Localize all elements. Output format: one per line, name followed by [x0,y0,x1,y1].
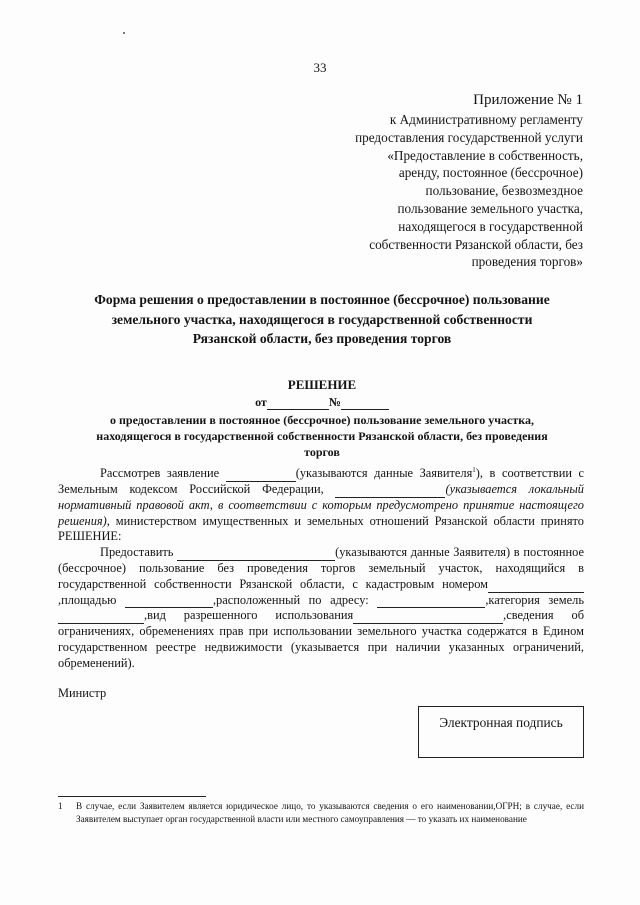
text-run: (указываются данные Заявителя) в постоянное (бессрочное) пользование без проведения торгов земельный участок, находящийся в государственной собственности Рязанской области, с кадастровым номером [58,545,585,591]
decision-header [95,377,549,460]
cadastral-number-blank [488,580,584,593]
paragraph-consideration [58,463,584,545]
text-run: Предоставить [100,545,178,560]
application-blank [226,469,296,482]
text-run: ,расположенный по адресу: [212,592,378,607]
footnote-text: В случае, если Заявителем является юридическое лицо, то указываются сведения о его наименовании,ОГРН; в случае, если Заявителем выступает орган государственной власти или местного самоуправления — то указать их наименование [76,801,584,824]
text-run: ,площадью [58,592,125,607]
text-run: Рассмотрев заявление [100,466,226,481]
form-title-line: Рязанской области, без проведения торгов [192,331,452,346]
footnote-mark: 1 [58,801,63,811]
appendix-line: Приложение № 1 [473,92,583,108]
appendix-line: «Предоставление в собственность, [387,147,583,163]
decision-subject-line: о предоставлении в постоянное (бессрочное) пользование земельного участка, [110,413,534,427]
number-blank [341,397,389,410]
area-blank [125,595,213,608]
footnote [58,800,584,826]
text-run: ), в соответствии с Земельным кодексом Российской Федерации, [58,466,584,496]
date-blank [267,397,329,410]
text-run-italic: (указывается локальный нормативный правовой акт, в соответствии с которым предусмотрено принятие настоящего решения) [58,481,584,528]
footnote-ref: 1 [472,466,476,474]
decision-body [58,463,584,671]
appendix-line: аренду, постоянное (бессрочное) [398,165,583,181]
decision-heading: РЕШЕНИЕ [287,377,357,392]
text-run: ,сведения об ограничениях, обременениях прав при использовании земельного участка содержатся в Едином государственном реестре недвижимости (указывается при наличии указанных ограничений, обременений). [58,608,584,670]
form-title-line: земельного участка, находящегося в государственной собственности [111,311,533,327]
decision-subject-line: находящегося в государственной собственности Рязанской области, без проведения [96,429,548,443]
land-category-blank [58,611,144,624]
appendix-line: предоставления государственной услуги [355,129,583,145]
paragraph-grant [58,545,584,671]
scan-speck [123,32,125,34]
address-blank [377,595,485,608]
date-prefix: от [255,395,267,409]
appendix-line: к Административному регламенту [389,112,583,127]
number-prefix: № [328,395,341,409]
legal-act-blank [335,485,445,498]
decision-date-line [95,394,549,410]
text-run: (указываются данные Заявителя [295,466,473,481]
electronic-signature-box: Электронная подпись [418,706,584,758]
appendix-line: пользование земельного участка, [397,200,583,216]
form-title [58,290,586,349]
text-run: , министерством имущественных и земельных отношений Рязанской области принято РЕШЕНИЕ: [58,513,584,544]
permitted-use-blank [353,611,503,624]
appendix-line: находящегося в государственной [398,218,583,234]
appendix-line: пользование, безвозмездное [425,183,583,199]
text-run: ,категория земель [485,592,584,607]
text-run: ,вид разрешенного использования [144,608,354,623]
form-title-line: Форма решения о предоставлении в постоянное (бессрочное) пользование [94,292,550,307]
decision-subject-line: торгов [304,445,340,459]
minister-label: Министр [58,686,107,700]
appendix-line: проведения торгов» [471,254,583,270]
appendix-header [263,90,583,271]
appendix-line: собственности Рязанской области, без [369,236,583,252]
page-number: 33 [313,60,327,75]
applicant-blank [177,548,335,561]
footnote-divider [58,796,206,797]
